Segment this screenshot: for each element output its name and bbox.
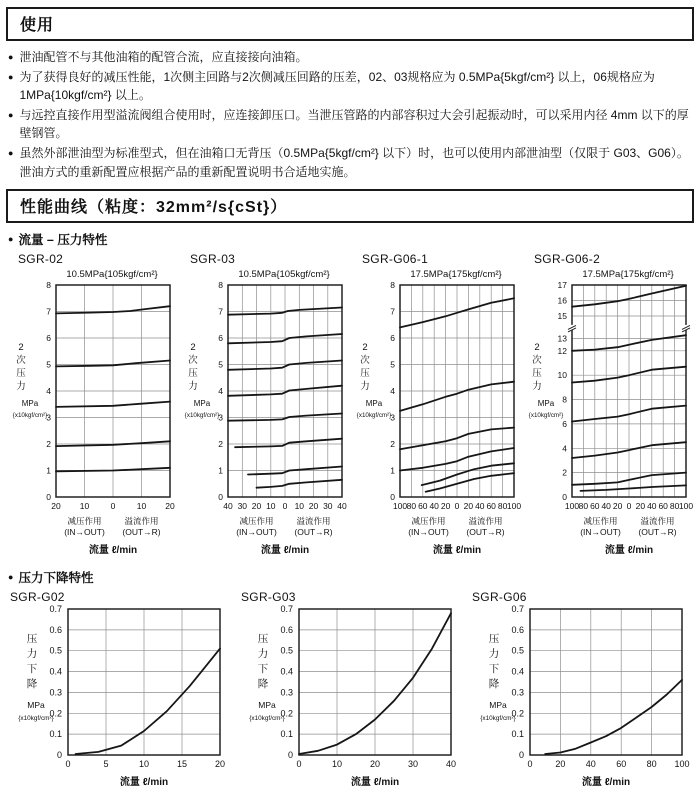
x-tick-label: 30 xyxy=(323,501,333,512)
y-tick-label: 6 xyxy=(46,333,51,344)
chart-title: SGR-03 xyxy=(190,252,236,267)
x-tick-label: 100 xyxy=(506,501,522,512)
y-tick-label: 5 xyxy=(218,359,223,370)
y-tick-label: 3 xyxy=(46,412,51,423)
zone-right-label: 溢流作用 xyxy=(296,516,331,527)
x-tick-label: 20 xyxy=(214,759,226,770)
y-axis-label-char: 压 xyxy=(16,368,26,380)
x-tick-label: 40 xyxy=(337,501,347,512)
bullet-icon: ● xyxy=(8,109,14,120)
x-tick-label: 80 xyxy=(406,501,417,512)
usage-bullet-1 xyxy=(8,48,692,67)
x-tick-label: 30 xyxy=(237,501,248,512)
x-tick-label: 20 xyxy=(440,501,451,512)
y-axis-label-char: 2 xyxy=(18,342,24,354)
chart-title: SGR-G02 xyxy=(10,590,65,605)
x-axis-label: 流量 ℓ/min xyxy=(119,777,169,789)
x-tick-label: 100 xyxy=(674,759,690,770)
y-tick-label: 4 xyxy=(390,386,395,397)
bullet-icon: ● xyxy=(8,52,14,62)
x-tick-label: 100 xyxy=(678,501,694,512)
y-axis-label-char: 力 xyxy=(360,381,370,393)
y-tick-label: 2 xyxy=(218,439,223,450)
data-curve xyxy=(581,486,687,492)
chart-title: SGR-G06 xyxy=(472,590,527,605)
zone-right-sublabel: (OUT→R) xyxy=(294,527,333,538)
zone-right-sublabel: (OUT→R) xyxy=(466,527,505,538)
y-axis-label-char: 2 xyxy=(190,342,196,354)
y-axis-unit-detail: {x10kgf/cm²} xyxy=(480,715,516,723)
bullet-icon: ● xyxy=(8,147,14,158)
y-axis-unit-detail: {x10kgf/cm²} xyxy=(18,715,54,723)
y-tick-label: 0.6 xyxy=(511,625,524,636)
y-tick-label: 5 xyxy=(390,359,395,370)
zone-left-sublabel: (IN→OUT) xyxy=(236,527,277,538)
y-axis-label-char: 下 xyxy=(488,663,500,676)
y-axis-label-char: 压 xyxy=(532,368,542,380)
chart-sgr-g06-1 xyxy=(350,250,522,562)
x-tick-label: 60 xyxy=(616,759,627,770)
x-tick-label: 40 xyxy=(601,501,611,512)
y-axis-label-char: 次 xyxy=(188,355,198,367)
y-axis-unit: MPa xyxy=(258,700,276,711)
chart-sgr-g06 xyxy=(468,588,694,796)
y-tick-label: 0.5 xyxy=(49,645,62,656)
y-axis-unit: MPa xyxy=(489,700,507,711)
x-axis-label: 流量 ℓ/min xyxy=(260,545,310,557)
zone-right-label: 溢流作用 xyxy=(468,516,503,527)
x-tick-label: 30 xyxy=(407,759,419,770)
x-tick-label: 40 xyxy=(223,501,233,512)
bullet-text: 与远控直接作用型溢流阀组合使用时，应连接卸压口。当泄压管路的内部容积过大会引起振动时，可以采用内径 4mm 以下的厚壁钢管。 xyxy=(19,107,689,141)
x-tick-label: 40 xyxy=(585,759,596,770)
y-tick-label: 0.1 xyxy=(49,729,62,740)
y-tick-label: 4 xyxy=(218,386,223,397)
usage-bullet-list xyxy=(6,48,694,181)
zone-left-sublabel: (IN→OUT) xyxy=(408,527,449,538)
y-axis-unit: MPa xyxy=(27,700,45,711)
y-axis-label-char: 压 xyxy=(488,633,500,646)
flow-pressure-chart-row xyxy=(6,250,694,562)
x-tick-label: 0 xyxy=(454,501,460,512)
y-tick-label: 0.4 xyxy=(511,666,524,677)
pressure-drop-heading xyxy=(8,568,694,586)
data-curve xyxy=(426,473,514,492)
x-tick-label: 20 xyxy=(251,501,262,512)
y-tick-label: 12 xyxy=(557,345,567,356)
x-tick-label: 0 xyxy=(527,759,533,770)
y-axis-label-char: 力 xyxy=(257,648,269,661)
chart-canvas-sgr-g06 xyxy=(468,604,694,796)
chart-canvas-sgr-03 xyxy=(178,280,350,562)
y-tick-label: 5 xyxy=(46,359,51,370)
chart-subtitle: 17.5MPa{175kgf/cm²} xyxy=(582,269,674,281)
zone-right-label: 溢流作用 xyxy=(640,516,675,527)
chart-subtitle: 10.5MPa{105kgf/cm²} xyxy=(238,269,330,281)
usage-bullet-3 xyxy=(8,106,692,143)
data-curve xyxy=(76,649,220,754)
x-tick-label: 0 xyxy=(626,501,632,512)
chart-title: SGR-G06-1 xyxy=(362,252,429,267)
x-tick-label: 80 xyxy=(646,759,657,770)
y-tick-label: 8 xyxy=(390,280,395,291)
y-axis-unit: MPa xyxy=(193,399,211,409)
y-tick-label: 6 xyxy=(218,333,223,344)
y-axis-label-char: 下 xyxy=(26,663,38,676)
y-axis-label-char: 压 xyxy=(257,633,269,646)
chart-canvas-sgr-g06-1 xyxy=(350,280,522,562)
x-tick-label: 10 xyxy=(266,501,276,512)
zone-left-label: 减压作用 xyxy=(411,516,446,527)
flow-pressure-heading xyxy=(8,230,694,248)
x-tick-label: 20 xyxy=(51,501,61,512)
performance-title-text: 性能曲线（粘度：32mm²/s{cSt}） xyxy=(20,199,288,217)
usage-section-title xyxy=(6,7,694,41)
x-tick-label: 60 xyxy=(590,501,600,512)
x-tick-label: 10 xyxy=(331,759,343,770)
y-tick-label: 0.7 xyxy=(280,604,293,615)
chart-title: SGR-G06-2 xyxy=(534,252,601,267)
x-axis-label: 流量 ℓ/min xyxy=(88,545,138,557)
bullet-text: 虽然外部泄油型为标准型式，但在油箱口无背压（0.5MPa{5kgf/cm²} 以下）时，也可以使用内部泄油型（仅限于 G03、G06）。泄油方式的重新配置应根据产品的重新配置说明书合适地实施。 xyxy=(19,145,689,179)
y-tick-label: 0 xyxy=(46,492,51,503)
x-tick-label: 40 xyxy=(429,501,439,512)
y-tick-label: 15 xyxy=(557,311,567,322)
zone-left-label: 减压作用 xyxy=(239,516,274,527)
y-axis-label-char: 力 xyxy=(488,648,500,661)
y-axis-label-char: 次 xyxy=(360,355,370,367)
y-axis-label-char: 压 xyxy=(188,368,198,380)
pressure-drop-chart-row xyxy=(6,588,694,796)
y-tick-label: 13 xyxy=(557,333,567,344)
y-tick-label: 8 xyxy=(218,280,223,291)
y-tick-label: 0.2 xyxy=(280,708,293,719)
zone-right-sublabel: (OUT→R) xyxy=(122,527,161,538)
x-axis-label: 流量 ℓ/min xyxy=(604,545,654,557)
y-tick-label: 2 xyxy=(46,439,51,450)
x-tick-label: 20 xyxy=(165,501,175,512)
y-tick-label: 0.6 xyxy=(280,625,293,636)
y-axis-unit-detail: {x10kgf/cm²} xyxy=(184,412,220,420)
y-axis-label-char: 力 xyxy=(26,648,38,661)
x-tick-label: 0 xyxy=(282,501,288,512)
y-tick-label: 6 xyxy=(562,419,567,430)
x-tick-label: 20 xyxy=(369,759,381,770)
y-axis-unit-detail: {x10kgf/cm²} xyxy=(249,715,285,723)
chart-sgr-g06-2 xyxy=(522,250,694,562)
x-axis-label: 流量 ℓ/min xyxy=(581,777,631,789)
zone-right-sublabel: (OUT→R) xyxy=(638,527,677,538)
y-tick-label: 0.6 xyxy=(49,625,62,636)
x-tick-label: 0 xyxy=(65,759,71,770)
y-tick-label: 0.5 xyxy=(280,645,293,656)
chart-sgr-g02 xyxy=(6,588,232,796)
bullet-icon: ● xyxy=(8,572,14,583)
y-axis-label-char: 压 xyxy=(360,368,370,380)
y-tick-label: 0 xyxy=(562,492,567,503)
x-axis-label: 流量 ℓ/min xyxy=(432,545,482,557)
x-tick-label: 40 xyxy=(445,759,457,770)
y-tick-label: 0.4 xyxy=(280,666,293,677)
bullet-icon: ● xyxy=(8,71,14,82)
y-axis-unit: MPa xyxy=(365,399,383,409)
chart-sgr-02 xyxy=(6,250,178,562)
y-tick-label: 1 xyxy=(218,465,223,476)
x-tick-label: 100 xyxy=(564,501,580,512)
y-tick-label: 17 xyxy=(557,280,567,291)
y-tick-label: 8 xyxy=(562,394,567,405)
y-axis-label-char: 次 xyxy=(532,355,542,367)
x-tick-label: 10 xyxy=(294,501,305,512)
chart-canvas-sgr-g03 xyxy=(237,604,463,796)
chart-title: SGR-G03 xyxy=(241,590,296,605)
x-tick-label: 20 xyxy=(308,501,319,512)
x-tick-label: 20 xyxy=(612,501,623,512)
y-tick-label: 1 xyxy=(46,465,51,476)
chart-sgr-03 xyxy=(178,250,350,562)
chart-canvas-sgr-g06-2 xyxy=(522,280,694,562)
zone-left-sublabel: (IN→OUT) xyxy=(64,527,105,538)
usage-bullet-4 xyxy=(8,144,692,181)
usage-title-text: 使用 xyxy=(20,17,55,34)
chart-subtitle: 10.5MPa{105kgf/cm²} xyxy=(66,269,158,281)
bullet-text: 泄油配管不与其他油箱的配管合流，应直接接向油箱。 xyxy=(19,50,308,64)
y-tick-label: 4 xyxy=(562,443,567,454)
bullet-text: 为了获得良好的减压性能，1次侧主回路与2次侧减压回路的压差，02、03规格应为 0.5MPa{5kgf/cm²} 以上，06规格应为 1MPa{10kgf/cm²} 以上。 xyxy=(19,69,655,103)
y-axis-unit: MPa xyxy=(21,399,39,409)
x-tick-label: 10 xyxy=(138,759,150,770)
y-tick-label: 0.3 xyxy=(280,687,293,698)
zone-right-label: 溢流作用 xyxy=(124,516,159,527)
y-tick-label: 8 xyxy=(46,280,51,291)
y-axis-label-char: 压 xyxy=(26,633,38,646)
chart-title: SGR-02 xyxy=(18,252,64,267)
y-tick-label: 2 xyxy=(390,439,395,450)
y-axis-label-char: 降 xyxy=(257,678,269,691)
y-tick-label: 10 xyxy=(557,370,567,381)
x-tick-label: 20 xyxy=(555,759,566,770)
x-tick-label: 80 xyxy=(497,501,508,512)
x-tick-label: 60 xyxy=(418,501,428,512)
x-tick-label: 20 xyxy=(463,501,474,512)
bullet-icon: ● xyxy=(8,234,14,245)
y-tick-label: 0.7 xyxy=(511,604,524,615)
y-tick-label: 7 xyxy=(46,306,51,317)
y-axis-unit: MPa xyxy=(537,399,555,409)
y-axis-label-char: 2 xyxy=(534,342,540,354)
x-tick-label: 0 xyxy=(110,501,116,512)
y-axis-label-char: 2 xyxy=(362,342,368,354)
y-tick-label: 2 xyxy=(562,467,567,478)
y-axis-label-char: 力 xyxy=(188,381,198,393)
usage-bullet-2 xyxy=(8,68,692,105)
chart-canvas-sgr-02 xyxy=(6,280,178,562)
y-tick-label: 0.4 xyxy=(49,666,62,677)
y-tick-label: 0 xyxy=(218,492,223,503)
y-tick-label: 0.2 xyxy=(511,708,524,719)
y-tick-label: 7 xyxy=(390,306,395,317)
y-tick-label: 0.2 xyxy=(49,708,62,719)
x-tick-label: 10 xyxy=(79,501,90,512)
x-tick-label: 0 xyxy=(296,759,302,770)
y-axis-label-char: 力 xyxy=(16,381,26,393)
performance-section-title xyxy=(6,189,694,223)
y-axis-unit-detail: {x10kgf/cm²} xyxy=(528,412,564,420)
y-tick-label: 4 xyxy=(46,386,51,397)
y-tick-label: 0 xyxy=(518,750,524,761)
x-tick-label: 20 xyxy=(635,501,646,512)
x-tick-label: 60 xyxy=(658,501,668,512)
data-curve xyxy=(235,439,342,448)
pressure-drop-heading-text: 压力下降特性 xyxy=(18,571,94,586)
y-tick-label: 0.5 xyxy=(511,645,524,656)
zone-left-sublabel: (IN→OUT) xyxy=(580,527,621,538)
data-curve xyxy=(545,680,682,754)
y-tick-label: 7 xyxy=(218,306,223,317)
y-axis-label-char: 降 xyxy=(488,678,500,691)
y-axis-label-char: 降 xyxy=(26,678,38,691)
x-tick-label: 60 xyxy=(486,501,496,512)
y-tick-label: 3 xyxy=(218,412,223,423)
y-axis-label-char: 力 xyxy=(532,381,542,393)
x-tick-label: 10 xyxy=(136,501,147,512)
y-tick-label: 0 xyxy=(390,492,395,503)
y-tick-label: 0.7 xyxy=(49,604,62,615)
y-tick-label: 0.1 xyxy=(511,729,524,740)
plot-border xyxy=(530,609,682,755)
chart-subtitle: 17.5MPa{175kgf/cm²} xyxy=(410,269,502,281)
x-axis-label: 流量 ℓ/min xyxy=(350,777,400,789)
y-tick-label: 1 xyxy=(390,465,395,476)
y-axis-unit-detail: {x10kgf/cm²} xyxy=(356,412,392,420)
x-tick-label: 15 xyxy=(176,759,188,770)
y-tick-label: 0 xyxy=(56,750,62,761)
chart-sgr-g03 xyxy=(237,588,463,796)
x-tick-label: 40 xyxy=(647,501,657,512)
y-tick-label: 0.3 xyxy=(49,687,62,698)
y-axis-label-char: 次 xyxy=(16,355,26,367)
y-tick-label: 0 xyxy=(287,750,293,761)
y-tick-label: 16 xyxy=(557,295,567,306)
y-tick-label: 0.1 xyxy=(280,729,293,740)
zone-left-label: 减压作用 xyxy=(67,516,102,527)
y-tick-label: 3 xyxy=(390,412,395,423)
x-tick-label: 100 xyxy=(392,501,408,512)
x-tick-label: 80 xyxy=(669,501,680,512)
y-tick-label: 6 xyxy=(390,333,395,344)
y-axis-unit-detail: {x10kgf/cm²} xyxy=(12,412,48,420)
flow-pressure-heading-text: 流量 – 压力特性 xyxy=(18,233,108,248)
zone-left-label: 减压作用 xyxy=(583,516,618,527)
x-tick-label: 40 xyxy=(475,501,485,512)
y-tick-label: 0.3 xyxy=(511,687,524,698)
x-tick-label: 80 xyxy=(578,501,589,512)
chart-canvas-sgr-g02 xyxy=(6,604,232,796)
y-axis-label-char: 下 xyxy=(257,663,269,676)
x-tick-label: 5 xyxy=(103,759,109,770)
